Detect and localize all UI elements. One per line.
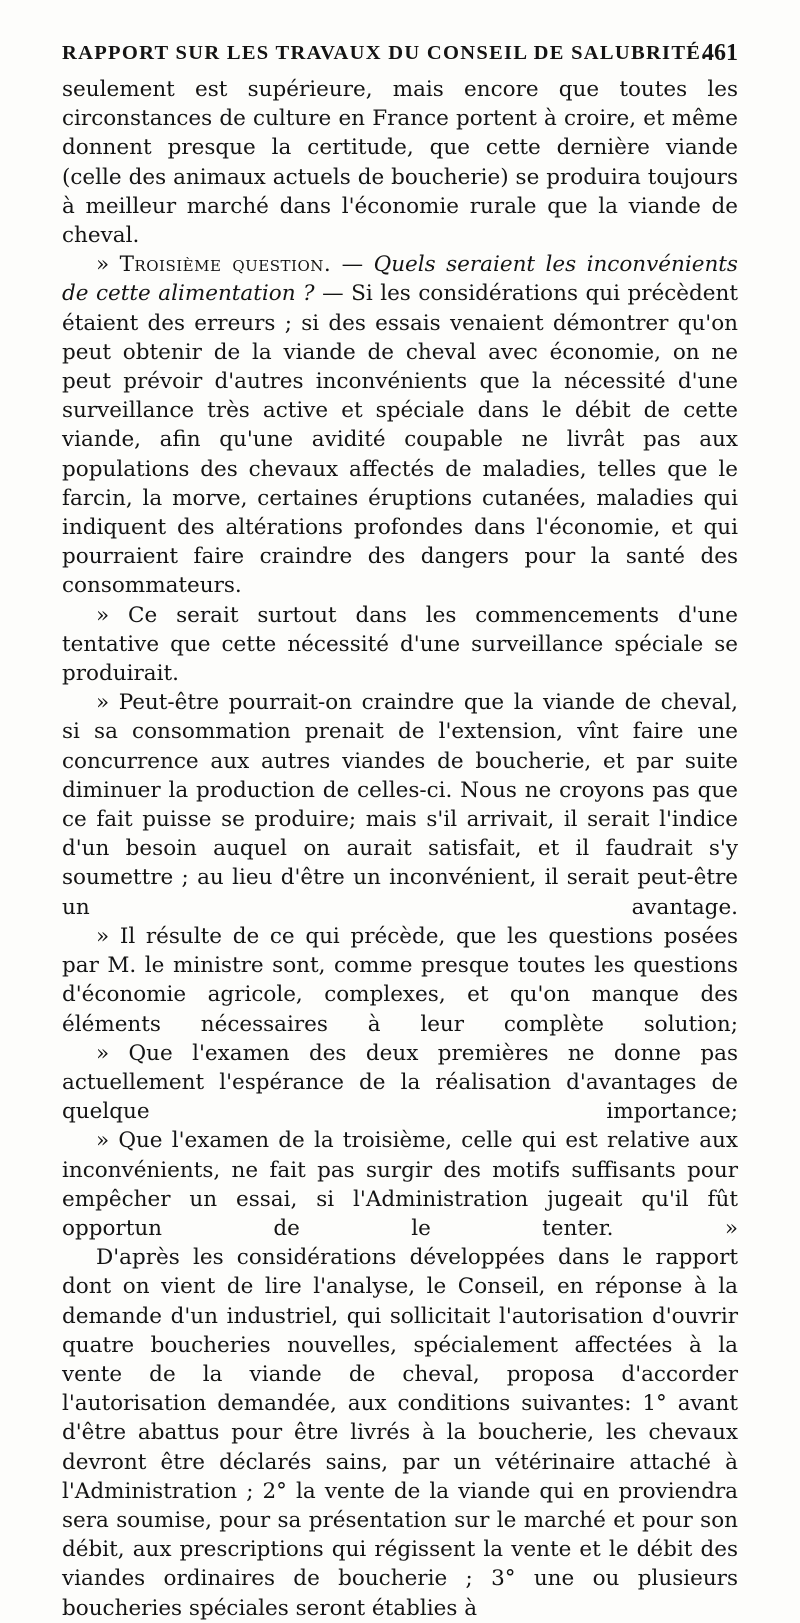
page-number: 461 xyxy=(702,40,738,66)
section-heading: Troisième question. xyxy=(119,252,332,278)
question-text: Quels seraient les inconvénients de cette alimentation ? xyxy=(62,252,738,307)
running-title: RAPPORT SUR LES TRAVAUX DU CONSEIL DE SALUBRITÉ. xyxy=(62,42,708,64)
paragraph-6: » Que l'examen des deux premières ne donne pas actuellement l'espérance de la réalisation d'avantages de quelque importance; xyxy=(62,1040,738,1125)
paragraph-4: » Peut-être pourrait-on craindre que la viande de cheval, si sa consommation prenait de l'extension, vînt faire une concurrence aux autres viandes de boucherie, et par suite diminuer la production de celles-ci. Nous ne croyons pas que ce fait puisse se produire; mais s'il arrivait, il serait l'indice d'un besoin auquel on aurait satisfait, et il faudrait s'y soumettre ; au lieu d'être un inconvénient, il serait peut-être un avantage. xyxy=(62,690,738,920)
quote-mark: » xyxy=(96,252,110,278)
paragraph-2-text: — Si les considérations qui précèdent étaient des erreurs ; si des essais venaient démontrer qu'on peut obtenir de la viande de cheval avec économie, on ne peut prévoir d'autres inconvénients que la nécessité d'une surveillance très active et spéciale dans le débit de cette viande, afin qu'une avidité coupable ne livrât pas aux populations des chevaux affectés de maladies, telles que le farcin, la morve, certaines éruptions cutanées, maladies qui indiquent des altérations profondes dans l'économie, et qui pourraient faire craindre des dangers pour la santé des consommateurs. xyxy=(62,281,738,599)
heading-dash: — xyxy=(341,252,364,278)
paragraph-8: D'après les considérations développées dans le rapport dont on vient de lire l'analyse, le Conseil, en réponse à la demande d'un industriel, qui sollicitait l'autorisation d'ouvrir quatre boucheries nouvelles, spécialement affectées à la vente de la viande de cheval, proposa d'accorder l'autorisation demandée, aux conditions suivantes: 1° avant d'être abattus pour être livrés à la boucherie, les chevaux devront être déclarés sains, par un vétérinaire attaché à l'Administration ; 2° la vente de la viande qui en proviendra sera soumise, pour sa présentation sur le marché et pour son débit, aux prescriptions qui régissent la vente et le débit des viandes ordinaires de boucherie ; 3° une ou plusieurs boucheries spéciales seront établies à xyxy=(62,1245,738,1621)
paragraph-5: » Il résulte de ce qui précède, que les questions posées par M. le ministre sont, comme presque toutes les questions d'économie agricole, complexes, et qu'on manque des éléments nécessaires à leur complète solution; xyxy=(62,923,738,1037)
paragraph-1: seulement est supérieure, mais encore que toutes les circonstances de culture en France portent à croire, et même donnent presque la certitude, que cette dernière viande (celle des animaux actuels de boucherie) se produira toujours à meilleur marché dans l'économie rurale que la viande de cheval. xyxy=(62,77,738,249)
paragraph-3: » Ce serait surtout dans les commencements d'une tentative que cette nécessité d'une surveillance spéciale se produirait. xyxy=(62,602,738,687)
body-text xyxy=(62,75,738,1623)
paragraph-7: » Que l'examen de la troisième, celle qui est relative aux inconvénients, ne fait pas surgir des motifs suffisants pour empêcher un essai, si l'Administration jugeait qu'il fût opportun de le tenter. » xyxy=(62,1128,738,1241)
paragraph-2 xyxy=(62,250,738,600)
running-header xyxy=(62,42,738,72)
